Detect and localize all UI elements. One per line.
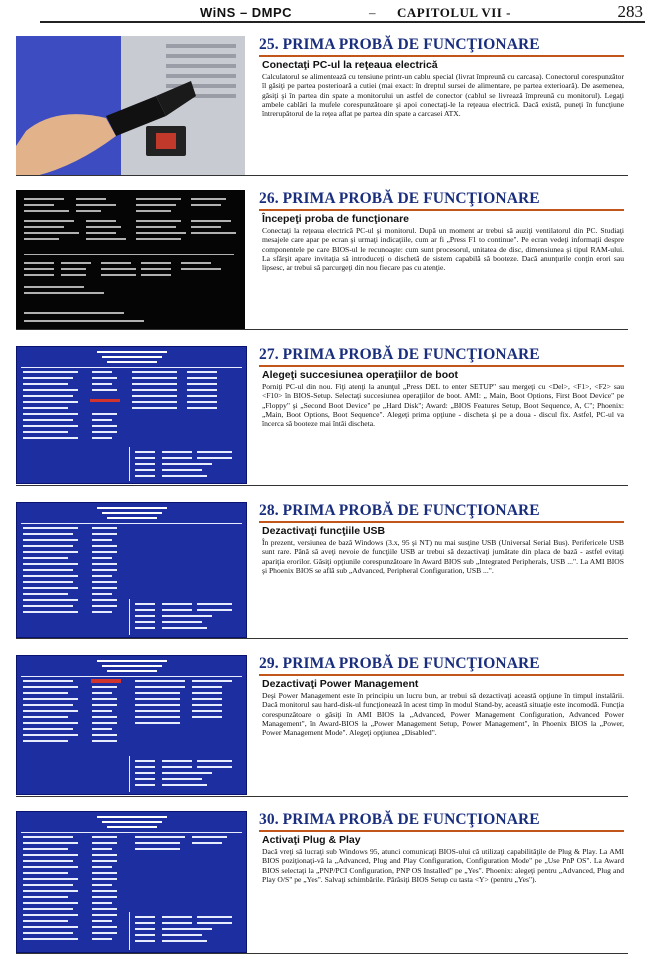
header-chapter: CAPITOLUL VII - — [397, 5, 511, 20]
section-subtitle: Începeţi proba de funcţionare — [262, 213, 410, 225]
section-29 — [16, 655, 628, 797]
page-number: 283 — [617, 2, 643, 21]
section-body: Porniţi PC-ul din nou. Fiţi atenţi la anunţul „Press DEL to enter SETUP" sau mergeţi cu <Del>, <F1>, <F2> sau <F10> în BIOS-Setup. Selectaţi succesiunea operaţiilor de boot. AMI: „ Main, Boot Options, First Boot Device" pe „Floppy" şi „Second Boot Device" pe „Hard Disk"; Award: „BIOS Features Setup, Boot Sequence, A, C"; Phoenix: „Main, Boot Options, Boot Sequence". Alegeţi prima opţiune - discheta şi pe a doua - discul fix. Astfel, PC-ul va încerca să booteze mai întâi discheta. — [262, 382, 624, 429]
section-30 — [16, 811, 628, 954]
section-27 — [16, 346, 628, 486]
section-divider — [16, 953, 628, 954]
section-subtitle: Alegeţi succesiunea operaţiilor de boot — [262, 369, 459, 381]
header-brand: WiNS – DMPC — [200, 5, 293, 20]
section-subtitle: Activaţi Plug & Play — [262, 834, 361, 846]
section-subtitle: Dezactivaţi Power Management — [262, 678, 419, 690]
section-title: 27. PRIMA PROBĂ DE FUNCŢIONARE — [259, 346, 540, 363]
section-body: Dacă vreţi să lucraţi sub Windows 95, atunci comunicaţi BIOS-ului că utilizaţi capabilităţile de Plug & Play. La AMI BIOS poziţionaţi-vă la „Advanced, Plug and Play Configuration, Configuration Mode" pe „Use PnP OS". La Award BIOS selectaţi la „PNP/PCI Configuration, PNP OS Installed" pe „Yes". Phoenix: alegeţi pentru „Advanced, Plug and Play O/S" pe „Yes". Salvaţi schimbările. Părăsiţi BIOS Setup cu tasta <Y> (pentru „Yes"). — [262, 847, 624, 884]
header-dash: – — [369, 5, 376, 20]
section-subtitle: Conectaţi PC-ul la reţeaua electrică — [262, 59, 438, 71]
section-subtitle: Dezactivaţi funcţiile USB — [262, 525, 386, 537]
section-title: 25. PRIMA PROBĂ DE FUNCŢIONARE — [259, 36, 540, 53]
section-divider — [16, 638, 628, 639]
post-screen-image — [16, 190, 245, 330]
section-divider — [16, 175, 628, 176]
section-25 — [16, 36, 628, 176]
section-body: Calculatorul se alimentează cu tensiune printr-un cablu special (livrat împreună cu carcasa). Conectorul corespunzător îl găsiţi pe partea posterioară a cutiei (mai exact: în dreptul sursei de alimentare, pe partea exterioară). De asemenea, găsiţi şi în partea din spate a monitorului un astfel de conector (cablul se livrează împreună cu monitorul). Legaţi ambele cablări la mufele corespunzătoare şi apoi conectaţi-le la reţeaua electrică. Dacă există, puneţi în funcţiune întrerupătorul de la reţea aflat pe partea din spate a carcasei ATX. — [262, 72, 624, 119]
header-divider — [40, 21, 645, 23]
title-underline — [259, 674, 624, 676]
title-underline — [259, 365, 624, 367]
bios-boot-sequence-screen — [16, 346, 247, 484]
section-title: 28. PRIMA PROBĂ DE FUNCŢIONARE — [259, 502, 540, 519]
section-divider — [16, 796, 628, 797]
bios-pnp-screen — [16, 811, 247, 953]
title-underline — [259, 209, 624, 211]
title-underline — [259, 521, 624, 523]
power-cable-photo — [16, 36, 245, 176]
bios-usb-screen — [16, 502, 247, 638]
page-header — [40, 2, 645, 22]
section-divider — [16, 329, 628, 330]
section-title: 30. PRIMA PROBĂ DE FUNCŢIONARE — [259, 811, 540, 828]
section-title: 29. PRIMA PROBĂ DE FUNCŢIONARE — [259, 655, 540, 672]
section-26 — [16, 190, 628, 330]
section-body: Conectaţi la reţeaua electrică PC-ul şi monitorul. După un moment ar trebui să auziţi ventilatorul din PC. Studiaţi mesajele care apar pe ecran şi urmaţi indicaţiile, cum ar fi „Press F1 to continue". Pe ecran vedeţi informaţii despre componentele pe care BIOS-ul le recunoaşte: cum sunt procesorul, unitatea de disc, dimensiunea şi tipul RAM-ului. La sfârşit apare invitaţia să introduceţi o dischetă de sistem capabilă să booteze. Dacă anunţurile conţin erori sau lipsesc, ar trebui să parcurgeţi din nou fiecare pas cu atenţie. — [262, 226, 624, 273]
section-28 — [16, 502, 628, 639]
section-body: Deşi Power Management este în principiu un lucru bun, ar trebui să dezactivaţi această opţiune în timpul instalării. Dacă monitorul sau hard-disk-ul funcţionează în acest timp în modul Stand-by, această situaţie este incomodă. Funcţia corespunzătoare o găsiţi în AMI BIOS la „Advanced, Power Management Configuration, Advanced Power Management", în Award-BIOS la „Power Management Setup, Power Management", în Phoenix BIOS la „Power, Power Management Mode". Alegeţi opţiunea „Disabled". — [262, 691, 624, 738]
section-divider — [16, 485, 628, 486]
section-title: 26. PRIMA PROBĂ DE FUNCŢIONARE — [259, 190, 540, 207]
section-body: În prezent, versiunea de bază Windows (3.x, 95 şi NT) nu mai susţine USB (Universal Serial Bus). Perifericele USB sunt rare. Până să aveţi nevoie de funcţiile USB ar trebui să dezactivaţi jumătate din placa de bază - astfel evitaţi apariţia erorilor. Găsiţi opţiunile corespunzătoare în Award BIOS sub „Integrated Peripherals, USB ...". La AMI BIOS şi Phoenix BIOS se află sub „Advanced, Peripheral Configuration, USB ...". — [262, 538, 624, 575]
title-underline — [259, 830, 624, 832]
bios-power-management-screen — [16, 655, 247, 795]
title-underline — [259, 55, 624, 57]
